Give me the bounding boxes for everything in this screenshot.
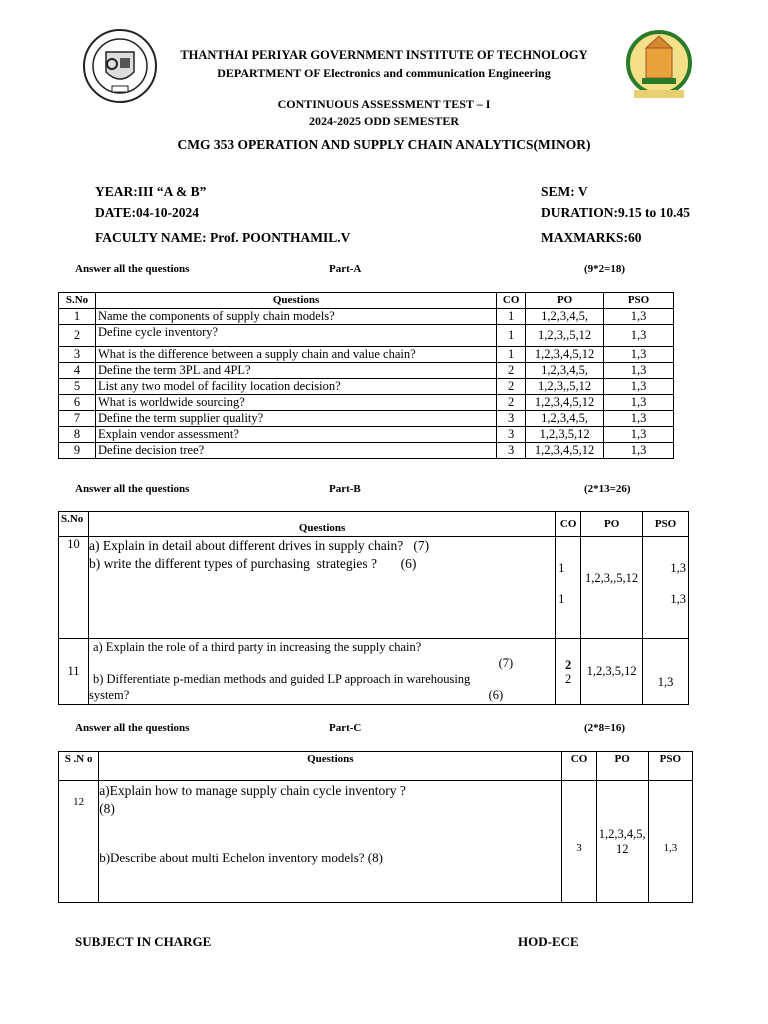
question: Explain vendor assessment? bbox=[95, 427, 496, 443]
sno: 9 bbox=[59, 443, 96, 459]
table-row bbox=[59, 363, 674, 379]
po: 1,2,3,4,5, bbox=[526, 363, 604, 379]
question: List any two model of facility location decision? bbox=[95, 379, 496, 395]
question-12a: a)Explain how to manage supply chain cycle inventory ? bbox=[99, 783, 406, 798]
co-11a: 2 bbox=[565, 657, 572, 672]
header-questions: Questions bbox=[99, 752, 562, 781]
pso: 1,3 bbox=[604, 395, 674, 411]
pso: 1,3 bbox=[604, 309, 674, 325]
sno: 5 bbox=[59, 379, 96, 395]
po: 1,2,3,,5,12 bbox=[526, 325, 604, 347]
partC-table bbox=[58, 751, 693, 903]
co-12: 3 bbox=[562, 781, 596, 903]
header-po: PO bbox=[581, 512, 643, 537]
header-pso: PSO bbox=[648, 752, 692, 781]
co-10a: 1 bbox=[558, 561, 565, 575]
pso-10b: 1,3 bbox=[670, 592, 686, 606]
sno: 4 bbox=[59, 363, 96, 379]
co: 2 bbox=[497, 395, 526, 411]
header-questions: Questions bbox=[88, 512, 555, 537]
question-10b: b) write the different types of purchasing strategies ? (6) bbox=[88, 556, 417, 571]
header-co: CO bbox=[562, 752, 596, 781]
table-row bbox=[59, 395, 674, 411]
table-row bbox=[59, 325, 674, 347]
partC-marks: (2*8=16) bbox=[584, 722, 626, 734]
po-11: 1,2,3,5,12 bbox=[581, 639, 643, 705]
co-11b: 2 bbox=[565, 671, 572, 686]
po: 1,2,3,,5,12 bbox=[526, 379, 604, 395]
partA-table bbox=[58, 292, 674, 459]
po: 1,2,3,5,12 bbox=[526, 427, 604, 443]
table-row bbox=[59, 781, 693, 903]
department-name: DEPARTMENT OF Electronics and communication Engineering bbox=[217, 66, 551, 80]
sem-info: SEM: V bbox=[541, 184, 588, 199]
partA-instruction: Answer all the questions bbox=[75, 263, 190, 275]
table-row bbox=[59, 443, 674, 459]
header-pso: PSO bbox=[604, 293, 674, 309]
table-row bbox=[59, 347, 674, 363]
partB-header-row bbox=[59, 512, 689, 537]
question-11b: b) Differentiate p-median methods and guided LP approach in warehousing bbox=[92, 672, 471, 686]
pso: 1,3 bbox=[604, 411, 674, 427]
header-po: PO bbox=[526, 293, 604, 309]
pso-10a: 1,3 bbox=[670, 561, 686, 575]
header-sno: S.No bbox=[59, 293, 96, 309]
co-10b: 1 bbox=[558, 592, 565, 606]
tamilnadu-emblem bbox=[626, 30, 692, 100]
year-info: YEAR:III “A & B” bbox=[95, 184, 207, 199]
po-10: 1,2,3,,5,12 bbox=[581, 537, 643, 639]
hod-signature-label: HOD-ECE bbox=[518, 934, 579, 949]
table-row bbox=[59, 427, 674, 443]
po: 1,2,3,4,5,12 bbox=[526, 395, 604, 411]
partB-marks: (2*13=26) bbox=[584, 483, 631, 495]
co: 1 bbox=[497, 325, 526, 347]
sno: 8 bbox=[59, 427, 96, 443]
course-title: CMG 353 OPERATION AND SUPPLY CHAIN ANALYTICS(MINOR) bbox=[177, 137, 591, 152]
partB-table bbox=[58, 511, 689, 705]
po: 1,2,3,4,5, bbox=[526, 411, 604, 427]
header-pso: PSO bbox=[643, 512, 689, 537]
table-row bbox=[59, 309, 674, 325]
sno: 12 bbox=[59, 781, 99, 903]
marks-11a: (7) bbox=[498, 656, 514, 670]
table-row bbox=[59, 639, 689, 705]
question-11b-cont: system? bbox=[88, 688, 130, 702]
partA-header-row bbox=[59, 293, 674, 309]
co: 3 bbox=[497, 443, 526, 459]
header-co: CO bbox=[556, 512, 581, 537]
pso: 1,3 bbox=[604, 363, 674, 379]
date-info: DATE:04-10-2024 bbox=[95, 205, 199, 220]
pso-12: 1,3 bbox=[648, 781, 692, 903]
sno: 2 bbox=[59, 325, 96, 347]
pso: 1,3 bbox=[604, 325, 674, 347]
header-questions: Questions bbox=[95, 293, 496, 309]
sno: 7 bbox=[59, 411, 96, 427]
partC-instruction: Answer all the questions bbox=[75, 722, 190, 734]
duration-info: DURATION:9.15 to 10.45 bbox=[541, 205, 690, 220]
question: What is the difference between a supply chain and value chain? bbox=[95, 347, 496, 363]
co: 1 bbox=[497, 309, 526, 325]
partB-title: Part-B bbox=[329, 483, 361, 495]
faculty-info: FACULTY NAME: Prof. POONTHAMIL.V bbox=[95, 230, 351, 245]
partA-title: Part-A bbox=[329, 263, 362, 275]
question-11a: a) Explain the role of a third party in increasing the supply chain? bbox=[92, 640, 422, 654]
po: 1,2,3,4,5, bbox=[526, 309, 604, 325]
question: Define the term supplier quality? bbox=[95, 411, 496, 427]
question-10a: a) Explain in detail about different drives in supply chain? (7) bbox=[88, 538, 430, 553]
sno: 10 bbox=[59, 537, 89, 639]
sno: 1 bbox=[59, 309, 96, 325]
question: Define the term 3PL and 4PL? bbox=[95, 363, 496, 379]
sno: 3 bbox=[59, 347, 96, 363]
header-sno: S .N o bbox=[59, 752, 99, 781]
table-row bbox=[59, 411, 674, 427]
po: 1,2,3,4,5,12 bbox=[526, 347, 604, 363]
sno: 11 bbox=[59, 639, 89, 705]
sno: 6 bbox=[59, 395, 96, 411]
institute-name: THANTHAI PERIYAR GOVERNMENT INSTITUTE OF TECHNOLOGY bbox=[180, 48, 588, 62]
po: 1,2,3,4,5,12 bbox=[526, 443, 604, 459]
co: 2 bbox=[497, 379, 526, 395]
header-co: CO bbox=[497, 293, 526, 309]
exam-title: CONTINUOUS ASSESSMENT TEST – I bbox=[277, 97, 491, 111]
table-row bbox=[59, 537, 689, 639]
partC-title: Part-C bbox=[329, 722, 362, 734]
question-12b: b)Describe about multi Echelon inventory models? (8) bbox=[99, 850, 383, 865]
header-po: PO bbox=[596, 752, 648, 781]
pso: 1,3 bbox=[604, 427, 674, 443]
marks-11b: (6) bbox=[488, 688, 504, 702]
po-12: 1,2,3,4,5, 12 bbox=[596, 781, 648, 903]
pso: 1,3 bbox=[604, 347, 674, 363]
co: 2 bbox=[497, 363, 526, 379]
marks-12a: (8) bbox=[99, 801, 115, 816]
semester-year: 2024-2025 ODD SEMESTER bbox=[308, 114, 460, 128]
subject-in-charge: SUBJECT IN CHARGE bbox=[75, 934, 212, 949]
maxmarks-info: MAXMARKS:60 bbox=[541, 230, 642, 245]
header-sno: S.No bbox=[59, 512, 89, 537]
table-row bbox=[59, 379, 674, 395]
pso: 1,3 bbox=[604, 443, 674, 459]
question: Define cycle inventory? bbox=[95, 325, 496, 347]
pso: 1,3 bbox=[604, 379, 674, 395]
co: 3 bbox=[497, 427, 526, 443]
partC-header-row bbox=[59, 752, 693, 781]
question: Name the components of supply chain models? bbox=[95, 309, 496, 325]
pso-11: 1,3 bbox=[643, 639, 689, 705]
partA-marks: (9*2=18) bbox=[584, 263, 626, 275]
question: What is worldwide sourcing? bbox=[95, 395, 496, 411]
partB-instruction: Answer all the questions bbox=[75, 483, 190, 495]
co: 1 bbox=[497, 347, 526, 363]
co: 3 bbox=[497, 411, 526, 427]
question: Define decision tree? bbox=[95, 443, 496, 459]
